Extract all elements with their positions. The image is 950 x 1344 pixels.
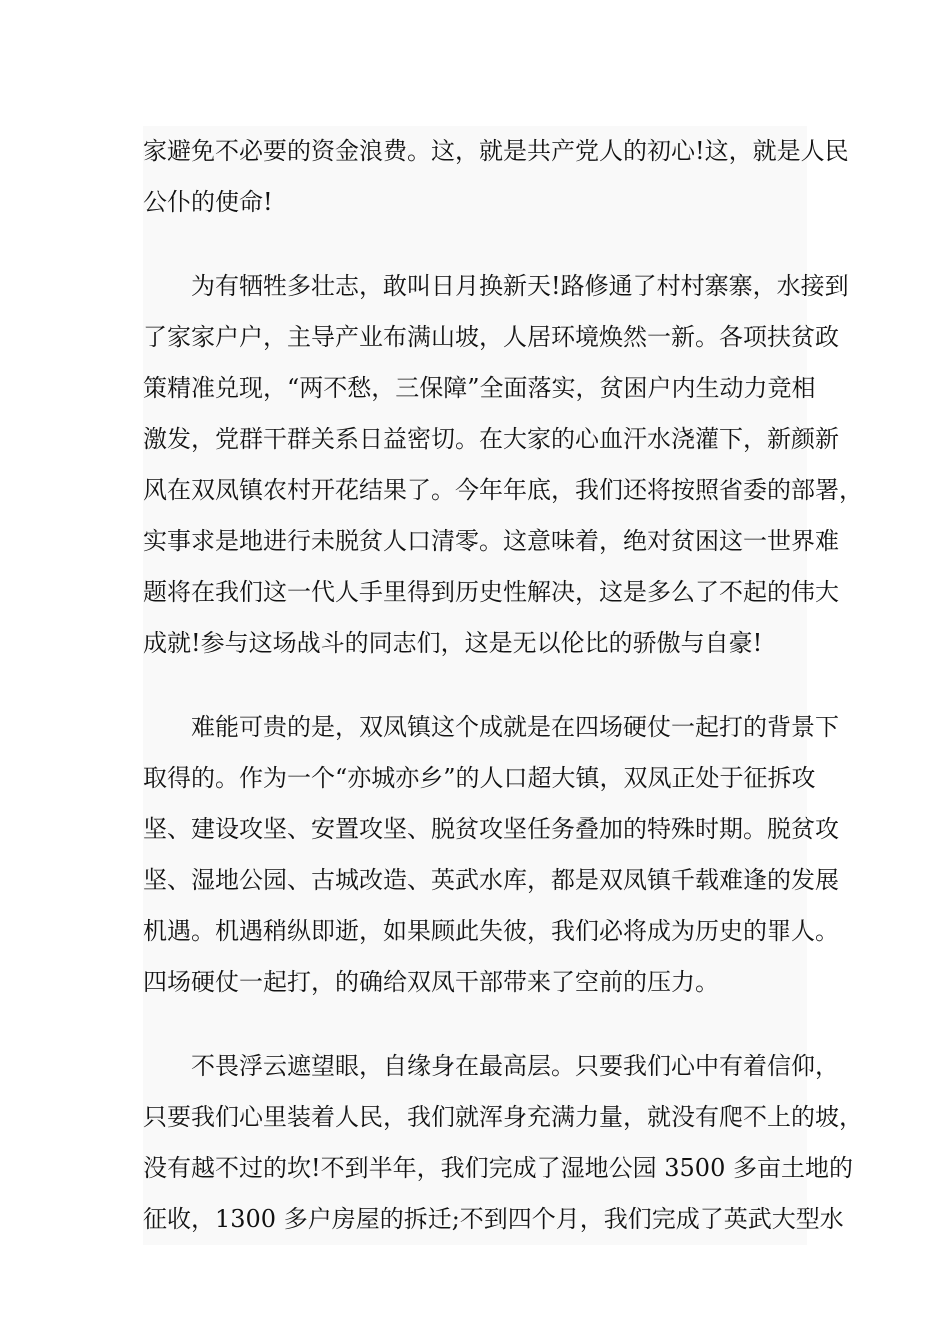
text-line: 坚、湿地公园、古城改造、英武水库，都是双凤镇千载难逢的发展: [143, 866, 839, 894]
text-line: 成就!参与这场战斗的同志们，这是无以伦比的骄傲与自豪!: [143, 629, 763, 657]
text-line: 策精准兑现，“两不愁，三保障”全面落实，贫困户内生动力竞相: [143, 374, 816, 402]
paragraph-spacing: [143, 228, 807, 261]
text-line: 不畏浮云遮望眼，自缘身在最高层。只要我们心中有着信仰，: [143, 1052, 839, 1080]
text-line: 实事求是地进行未脱贫人口清零。这意味着，绝对贫困这一世界难: [143, 527, 839, 555]
text-line: 四场硬仗一起打，的确给双凤干部带来了空前的压力。: [143, 968, 719, 996]
text-line: 取得的。作为一个“亦城亦乡”的人口超大镇，双凤正处于征拆攻: [143, 764, 816, 792]
text-line: 机遇。机遇稍纵即逝，如果顾此失彼，我们必将成为历史的罪人。: [143, 917, 839, 945]
text-line: 公仆的使命!: [143, 188, 273, 216]
text-line: 难能可贵的是，双凤镇这个成就是在四场硬仗一起打的背景下: [143, 713, 839, 741]
text-line: 风在双凤镇农村开花结果了。今年年底，我们还将按照省委的部署，: [143, 476, 863, 504]
text-line: 只要我们心里装着人民，我们就浑身充满力量，就没有爬不上的坡，: [143, 1103, 863, 1131]
text-line: 为有牺牲多壮志，敢叫日月换新天!路修通了村村寨寨，水接到: [143, 272, 849, 300]
paragraph-spacing: [143, 1008, 807, 1041]
text-line: 家避免不必要的资金浪费。这，就是共产党人的初心!这，就是人民: [143, 137, 849, 165]
document-body: [143, 126, 863, 1245]
text-line: 没有越不过的坎!不到半年，我们完成了湿地公园 3500 多亩土地的: [143, 1154, 853, 1182]
text-line: 坚、建设攻坚、安置攻坚、脱贫攻坚任务叠加的特殊时期。脱贫攻: [143, 815, 839, 843]
paragraph-spacing: [143, 669, 807, 702]
paragraph: [143, 1041, 863, 1245]
text-line: 题将在我们这一代人手里得到历史性解决，这是多么了不起的伟大: [143, 578, 839, 606]
text-line: 激发，党群干群关系日益密切。在大家的心血汗水浇灌下，新颜新: [143, 425, 839, 453]
paragraph: [143, 126, 849, 228]
text-line: 征收，1300 多户房屋的拆迁;不到四个月，我们完成了英武大型水: [143, 1205, 844, 1233]
paragraph: [143, 702, 839, 1008]
paragraph: [143, 261, 863, 669]
text-line: 了家家户户，主导产业布满山坡，人居环境焕然一新。各项扶贫政: [143, 323, 839, 351]
